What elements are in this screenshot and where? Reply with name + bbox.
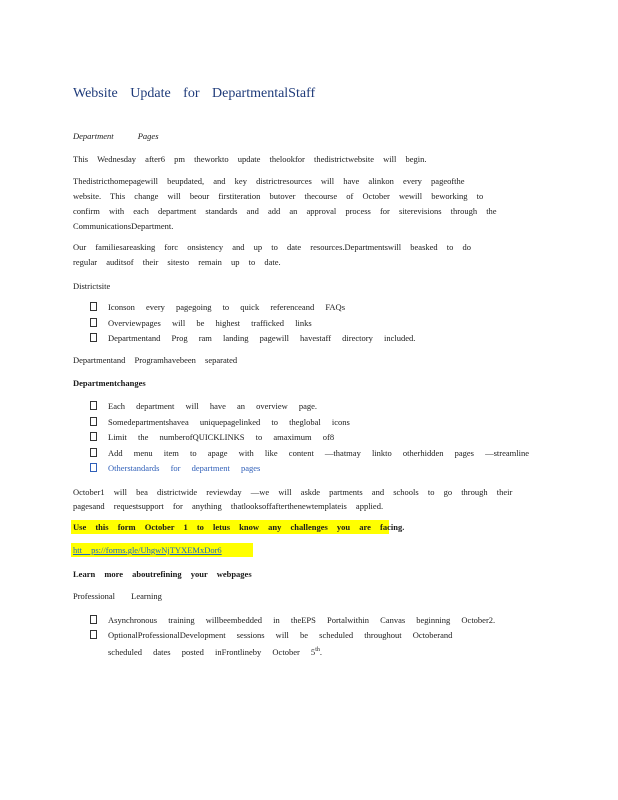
list-item-continuation-text: scheduled dates posted inFrontlineby October 5 <box>108 646 316 657</box>
bullet-box-icon <box>90 333 97 342</box>
paragraph-separated: Departmentand Programhavebeen separated <box>73 355 238 365</box>
bullet-box-icon <box>90 448 97 457</box>
list-item-text: Iconson every pagegoing to quick referenceand FAQs <box>108 302 345 312</box>
list-item <box>90 448 529 458</box>
list-item <box>90 401 317 411</box>
list-item-text: Limit the numberofQUICKLINKS to amaximum of8 <box>108 432 335 442</box>
paragraph-families-line2: regular auditsof their sitesto remain up to date. <box>73 257 281 267</box>
list-item <box>90 463 260 473</box>
list-item <box>90 333 415 343</box>
paragraph-homepage-line3: confirm with each department standards and add an approval process for siterevisions through the <box>73 206 497 216</box>
bullet-box-icon <box>90 318 97 327</box>
paragraph-families-line1: Our familiesareasking forc onsistency and up to date resources.Departmentswill beasked to do <box>73 242 472 252</box>
bullet-box-icon <box>90 302 97 311</box>
bullet-box-icon <box>90 630 97 639</box>
list-item <box>90 318 312 328</box>
section-label-districtsite: Districtsite <box>73 281 111 291</box>
section-label-department-changes: Departmentchanges <box>73 378 146 388</box>
section-label-learn-more: Learn more aboutrefining your webpages <box>73 569 252 579</box>
list-item-text: Asynchronous training willbeembedded in theEPS Portalwithin Canvas beginning October2. <box>108 615 496 625</box>
list-item-text: Otherstandards for department pages <box>108 463 261 473</box>
page-title: Website Update for DepartmentalStaff <box>73 86 316 101</box>
paragraph-homepage-line2: website. This change will beour firstiteration butover thecourse of October wewill beworking to <box>73 191 484 201</box>
bullet-box-icon <box>90 432 97 441</box>
list-item <box>90 432 334 442</box>
highlighted-instruction: Use this form October 1 to letus know any challenges you are facing. <box>73 522 405 532</box>
list-item <box>90 302 345 312</box>
list-item-text: Departmentand Prog ram landing pagewill havestaff directory included. <box>108 333 416 343</box>
bullet-box-icon <box>90 463 97 472</box>
paragraph-homepage-line1: Thedistricthomepagewill beupdated, and key districtresources will have alinkon every pageofthe <box>73 176 465 186</box>
list-item-continuation: scheduled dates posted inFrontlineby October 5th. <box>108 646 322 657</box>
list-item <box>90 630 452 640</box>
list-item-text: Overviewpages will be highest trafficked links <box>108 318 312 328</box>
superscript-th: th <box>315 647 320 653</box>
paragraph-review-line2: pagesand requestsupport for anything thatlooksoffafterthenewtemplateis applied. <box>73 501 384 511</box>
paragraph-homepage-line4: CommunicationsDepartment. <box>73 221 174 231</box>
paragraph-review-line1: October1 will bea districtwide reviewday —we will askde partments and schools to go through their <box>73 487 513 497</box>
list-item <box>90 615 495 625</box>
list-item <box>90 417 350 427</box>
bullet-box-icon <box>90 401 97 410</box>
list-item-text: OptionalProfessionalDevelopment sessions will be scheduled throughout Octoberand <box>108 630 453 640</box>
section-label-professional-learning: Professional Learning <box>73 591 162 601</box>
form-link[interactable]: htt ps://forms.gle/UhgwNjTYXEMxDor6 <box>73 545 222 555</box>
bullet-box-icon <box>90 615 97 624</box>
bullet-box-icon <box>90 417 97 426</box>
list-item-text: Add menu item to apage with like content —thatmay linkto otherhidden pages —streamline <box>108 448 530 458</box>
paragraph-intro: This Wednesday after6 pm theworkto update thelookfor thedistrictwebsite will begin. <box>73 154 427 164</box>
section-label-department-pages: Department Pages <box>73 131 159 141</box>
list-item-text: Somedepartmentshavea uniquepagelinked to theglobal icons <box>108 417 350 427</box>
list-item-text: Each department will have an overview page. <box>108 401 318 411</box>
